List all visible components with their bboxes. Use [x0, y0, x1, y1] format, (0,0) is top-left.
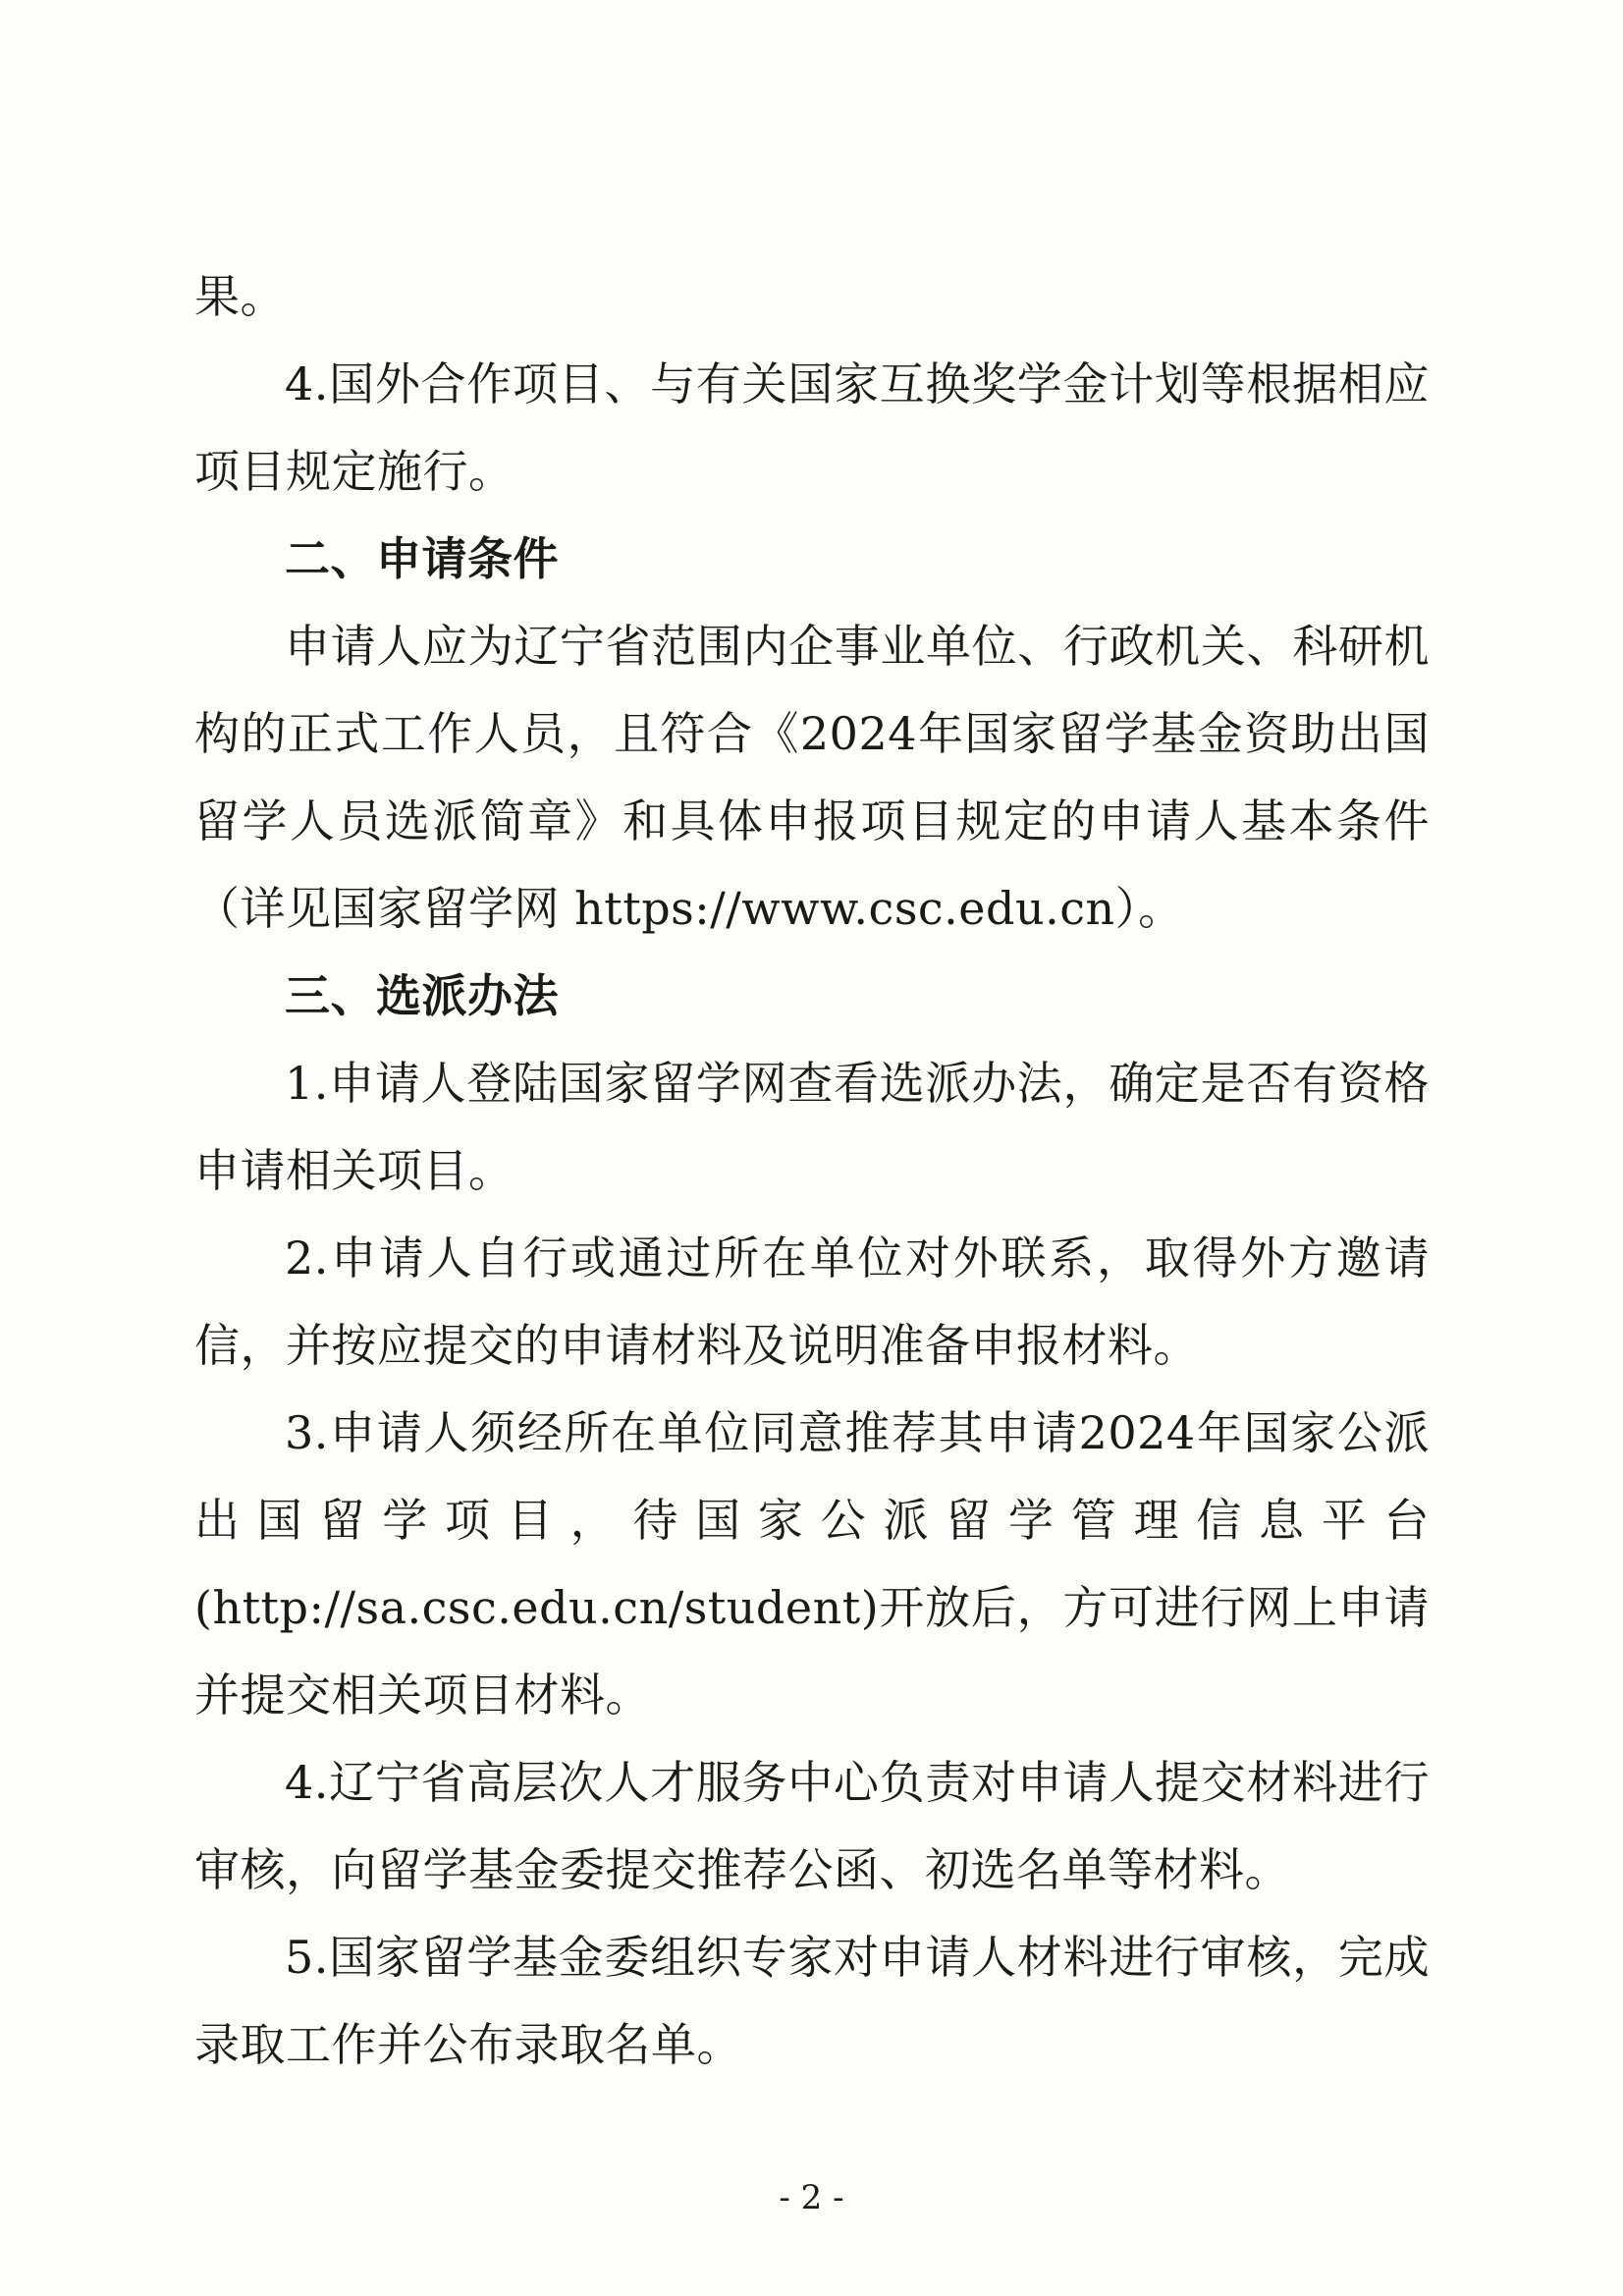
paragraph-step-1: 1.申请人登陆国家留学网查看选派办法，确定是否有资格申请相关项目。	[194, 1057, 1430, 1197]
paragraph-continuation: 果。	[194, 270, 286, 323]
paragraph-step-3-part-1: 3.申请人须经所在单位同意推荐其申请2024年国家公派出国留学项目，待国家公派留学管理信息平台	[194, 1406, 1430, 1547]
section-heading-selection-method: 三、选派办法	[285, 969, 559, 1022]
paragraph-step-5: 5.国家留学基金委组织专家对申请人材料进行审核，完成录取工作并公布录取名单。	[194, 1931, 1430, 2071]
paragraph-item-4-foreign-cooperation: 4.国外合作项目、与有关国家互换奖学金计划等根据相应项目规定施行。	[194, 357, 1430, 498]
paragraph-applicant-requirements: 申请人应为辽宁省范围内企事业单位、行政机关、科研机构的正式工作人员，且符合《2024年国家留学基金资助出国留学人员选派简章》和具体申报项目规定的申请人基本条件（详见国家留学网 https://www.csc.edu.cn）。	[194, 620, 1430, 935]
document-body	[194, 253, 1430, 2089]
page-number: - 2 -	[779, 2178, 844, 2217]
paragraph-step-3-part-2: (http://sa.csc.edu.cn/student)开放后，方可进行网上申请并提交相关项目材料。	[194, 1581, 1430, 1722]
paragraph-step-2: 2.申请人自行或通过所在单位对外联系，取得外方邀请信，并按应提交的申请材料及说明准备申报材料。	[194, 1231, 1430, 1372]
paragraph-step-4: 4.辽宁省高层次人才服务中心负责对申请人提交材料进行审核，向留学基金委提交推荐公函、初选名单等材料。	[194, 1756, 1430, 1896]
section-heading-application-conditions: 二、申请条件	[285, 532, 559, 585]
